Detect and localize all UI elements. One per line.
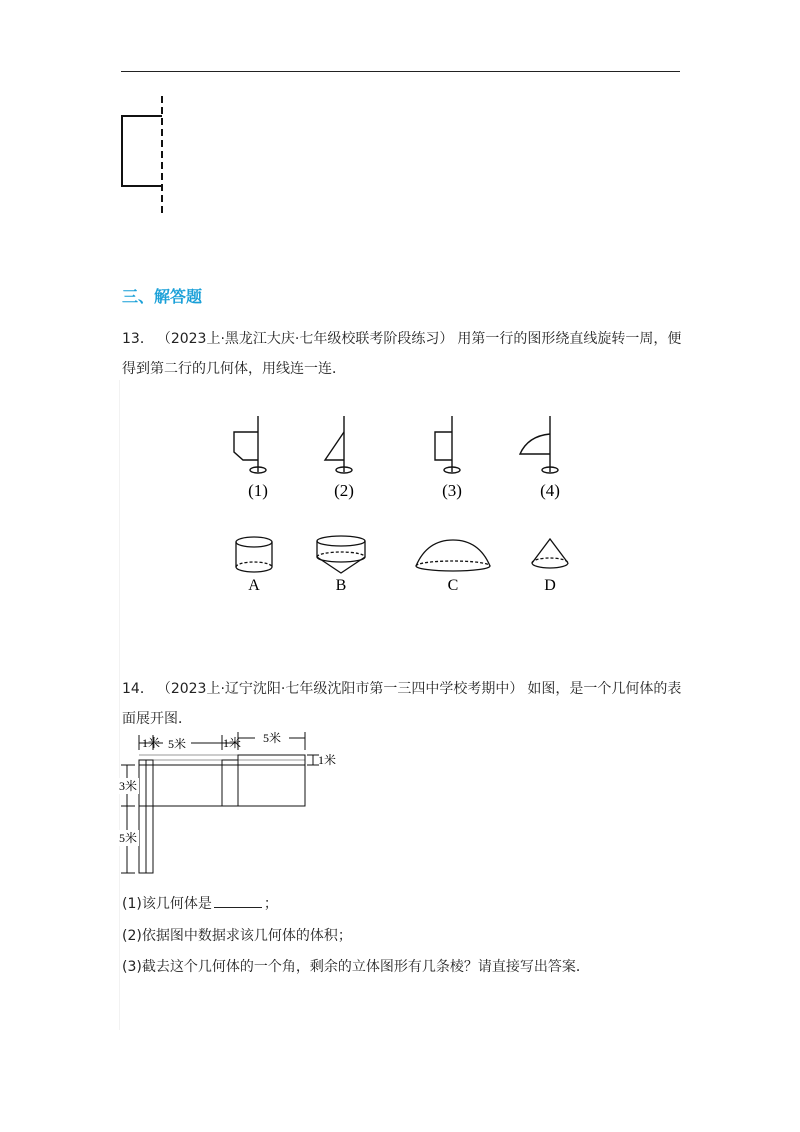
dim-5m-left: 5米 xyxy=(118,831,138,845)
section-heading: 三、解答题 xyxy=(122,287,203,306)
question-text: 如图，是一个几何体的表面展开图． xyxy=(122,681,682,727)
rectangle-rotation-figure xyxy=(112,92,182,222)
question-text: 用第一行的图形绕直线旋转一周，便得到第二行的几何体，用线连一连． xyxy=(122,331,682,377)
solid-label-b: B xyxy=(335,577,347,594)
plane-shape-1 xyxy=(234,416,266,473)
solid-label-a: A xyxy=(248,577,260,594)
answer-blank[interactable] xyxy=(214,895,262,908)
surface-net-figure xyxy=(115,730,355,878)
shape-label-4: (4) xyxy=(540,481,560,500)
question-14 xyxy=(122,674,684,734)
shape-label-3: (3) xyxy=(442,481,462,500)
solid-label-c: C xyxy=(447,577,459,594)
subquestion-2: (2)依据图中数据求该几何体的体积； xyxy=(122,928,352,944)
rotation-shapes-figure xyxy=(122,390,682,605)
question-source: （2023上·辽宁沈阳·七年级沈阳市第一三四中学校考期中） xyxy=(163,681,524,697)
subquestion-1 xyxy=(122,893,278,913)
dim-1m-right: 1米 xyxy=(318,753,337,767)
solid-b-cylinder-cone xyxy=(317,536,365,573)
dim-3m-left: 3米 xyxy=(118,779,138,793)
shape-label-2: (2) xyxy=(334,481,354,500)
solid-c-spherical-cap xyxy=(416,540,490,571)
solid-a-cylinder xyxy=(236,537,272,572)
dim-5m-top-left: 5米 xyxy=(167,737,187,751)
solid-d-cone xyxy=(532,539,568,568)
subquestion-1-text: (1)该几何体是 xyxy=(122,896,212,912)
dim-5m-top-right: 5米 xyxy=(262,731,282,745)
plane-shape-4 xyxy=(520,416,558,473)
question-13 xyxy=(122,324,684,384)
question-source: （2023上·黑龙江大庆·七年级校联考阶段练习） xyxy=(163,331,454,347)
dim-1m-top-left: 1米 xyxy=(142,736,161,750)
margin-line xyxy=(119,380,120,1030)
subquestion-3: (3)截去这个几何体的一个角，剩余的立体图形有几条棱？请直接写出答案． xyxy=(122,959,590,975)
plane-shape-2 xyxy=(325,416,352,473)
shape-label-1: (1) xyxy=(248,481,268,500)
question-number: 14． xyxy=(122,681,154,697)
subquestion-1-end: ； xyxy=(263,896,278,912)
solid-label-d: D xyxy=(544,577,556,594)
header-rule xyxy=(121,71,680,72)
dim-1m-top-mid: 1米 xyxy=(223,736,242,750)
question-number: 13． xyxy=(122,331,154,347)
plane-shape-3 xyxy=(435,416,460,473)
